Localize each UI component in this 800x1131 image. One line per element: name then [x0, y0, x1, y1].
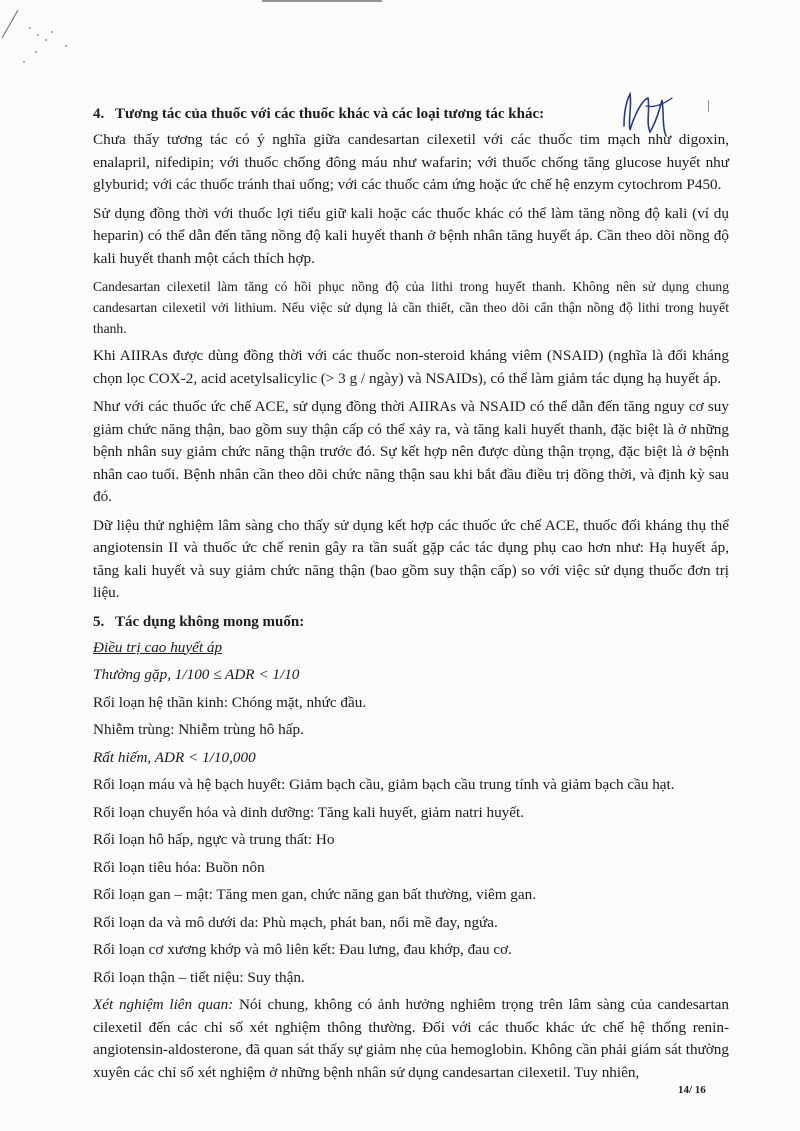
- document-body: [93, 103, 729, 1090]
- section-4-heading: [93, 103, 729, 125]
- section-5-title: Tác dụng không mong muốn:: [115, 613, 305, 630]
- rare-effect-item: Rối loạn hô hấp, ngực và trung thất: Ho: [93, 831, 335, 848]
- lab-findings-paragraph: [93, 994, 729, 1084]
- lab-findings-label: Xét nghiệm liên quan:: [93, 996, 234, 1013]
- section-4-number: 4.: [93, 106, 105, 122]
- frequency-rare-label: Rất hiếm, ADR < 1/10,000: [93, 748, 256, 766]
- rare-effect-item: Rối loạn tiêu hóa: Buồn nôn: [93, 858, 265, 876]
- rare-effect-item: Rối loạn gan – mật: Tăng men gan, chức năng gan bất thường, viêm gan.: [93, 886, 537, 903]
- section-4-paragraph-4: Khi AIIRAs được dùng đồng thời với các thuốc non-steroid kháng viêm (NSAID) (nghĩa là đối kháng chọn lọc COX-2, acid acetylsalicylic (> 3 g / ngày) và NSAIDs), có thể làm giảm tác dụng hạ huyết áp.: [93, 347, 729, 387]
- section-5-number: 5.: [93, 613, 105, 630]
- section-4-paragraph-2: Sử dụng đồng thời với thuốc lợi tiểu giữ kali hoặc các thuốc khác có thể làm tăng nồng độ kali (ví dụ heparin) có thể dẫn đến tăng nồng độ kali huyết thanh ở bệnh nhân tăng huyết áp. Cần theo dõi nồng độ kali huyết thanh một cách thích hợp.: [93, 204, 729, 267]
- rare-effect-item: Rối loạn chuyển hóa và dinh dưỡng: Tăng kali huyết, giảm natri huyết.: [93, 803, 525, 821]
- rare-effect-item: Rối loạn thận – tiết niệu: Suy thận.: [93, 968, 305, 986]
- scan-artifact-line: [262, 0, 382, 2]
- section-4-paragraph-6: Dữ liệu thử nghiệm lâm sàng cho thấy sử dụng kết hợp các thuốc ức chế ACE, thuốc đối kháng thụ thể angiotensin II và thuốc ức chế renin gây ra tần suất gặp các tác dụng phụ cao hơn như: Hạ huyết áp, tăng kali huyết và suy giảm chức năng thận (bao gồm suy thận cấp) so với việc sử dụng thuốc đơn trị liệu.: [93, 516, 729, 601]
- section-4-paragraph-5: Như với các thuốc ức chế ACE, sử dụng đồng thời AIIRAs và NSAID có thể dẫn đến tăng nguy cơ suy giảm chức năng thận, bao gồm suy thận cấp có thể xảy ra, và tăng kali huyết thanh, đặc biệt là ở những bệnh nhân suy giảm chức năng thận trước đó. Sự kết hợp nên được dùng thận trọng, đặc biệt là ở bệnh nhân cao tuổi. Bệnh nhân cần theo dõi chức năng thận sau khi bắt đầu điều trị đồng thời, và định kỳ sau đó.: [93, 398, 729, 505]
- rare-effect-item: Rối loạn máu và hệ bạch huyết: Giảm bạch cầu, giảm bạch cầu trung tính và giảm bạch cầu hạt.: [93, 776, 675, 793]
- section-5-subheading: Điều trị cao huyết áp: [93, 638, 223, 656]
- rare-effect-item: Rối loạn da và mô dưới da: Phù mạch, phát ban, nổi mề đay, ngứa.: [93, 913, 498, 931]
- frequency-common-label: Thường gặp, 1/100 ≤ ADR < 1/10: [93, 666, 300, 683]
- section-4-title: Tương tác của thuốc với các thuốc khác và các loại tương tác khác:: [115, 106, 545, 122]
- common-effect-item: Nhiễm trùng: Nhiễm trùng hô hấp.: [93, 721, 304, 738]
- page-number: 14/ 16: [678, 1084, 706, 1096]
- section-4-paragraph-3: Candesartan cilexetil làm tăng có hồi phục nồng độ của lithi trong huyết thanh. Không nên sử dụng chung candesartan cilexetil với lithium. Nếu việc sử dụng là cần thiết, cần theo dõi cẩn thận nồng độ lithi trong huyết thanh.: [93, 279, 729, 336]
- section-4-paragraph-1: Chưa thấy tương tác có ý nghĩa giữa candesartan cilexetil với các thuốc tim mạch như digoxin, enalapril, nifedipin; với thuốc chống đông máu như wafarin; với thuốc chống tăng glucose huyết như glyburid; với các thuốc tránh thai uống; với các thuốc cảm ứng hoặc ức chế hệ enzym cytochrom P450.: [93, 131, 729, 193]
- scan-corner-marks: [0, 0, 80, 80]
- lab-findings-text: Nói chung, không có ảnh hưởng nghiêm trọng trên lâm sàng của candesartan cilexetil đến các chỉ số xét nghiệm thông thường. Đối với các thuốc khác ức chế hệ thống renin-angiotensin-aldosterone, đã quan sát thấy sự giảm nhẹ của hemoglobin. Không cần phải giám sát thường xuyên các chỉ số xét nghiệm ở những bệnh nhân sử dụng candesartan cilexetil. Tuy nhiên,: [93, 996, 730, 1081]
- common-effect-item: Rối loạn hệ thần kinh: Chóng mặt, nhức đầu.: [93, 693, 367, 711]
- rare-effect-item: Rối loạn cơ xương khớp và mô liên kết: Đau lưng, đau khớp, đau cơ.: [93, 941, 512, 958]
- section-5-heading: [93, 611, 729, 633]
